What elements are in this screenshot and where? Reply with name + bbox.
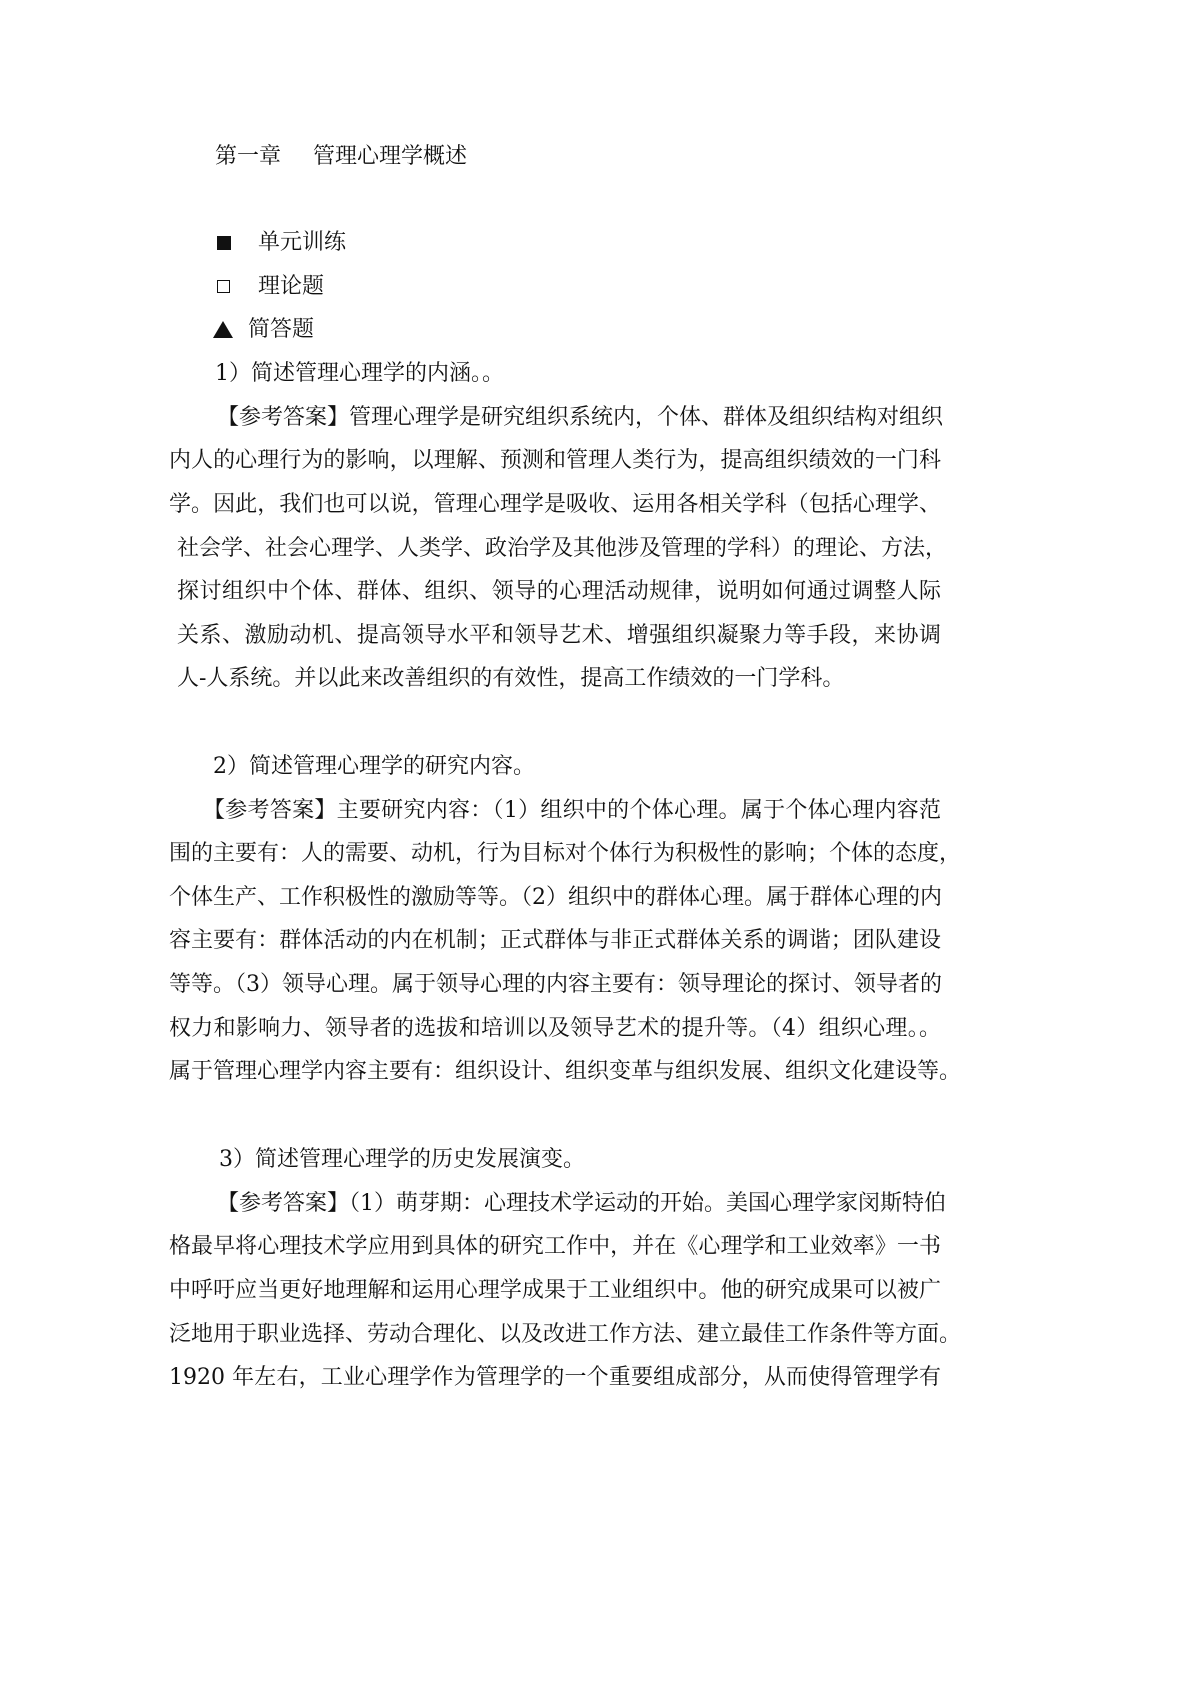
black-square-icon (217, 236, 231, 250)
answer-1-line-7: 人-人系统。并以此来改善组织的有效性，提高工作绩效的一门学科。 (177, 666, 845, 691)
answer-2-line-2: 围的主要有：人的需要、动机，行为目标对个体行为积极性的影响；个体的态度， (169, 841, 962, 866)
short-answer-heading: 简答题 (248, 317, 315, 342)
question-3: 3）简述管理心理学的历史发展演变。 (219, 1147, 585, 1172)
answer-2-line-6: 权力和影响力、领导者的选拔和培训以及领导艺术的提升等。（4）组织心理。。 (169, 1016, 941, 1041)
answer-3-line-1: 【参考答案】（1）萌芽期：心理技术学运动的开始。美国心理学家闵斯特伯 (217, 1191, 946, 1216)
black-triangle-icon (213, 321, 233, 338)
answer-2-line-5: 等等。（3）领导心理。属于领导心理的内容主要有：领导理论的探讨、领导者的 (169, 972, 942, 997)
answer-1-line-1: 【参考答案】管理心理学是研究组织系统内，个体、群体及组织结构对组织 (217, 405, 944, 430)
white-square-icon (217, 280, 230, 293)
answer-3-line-3: 中呼吁应当更好地理解和运用心理学成果于工业组织中。他的研究成果可以被广 (169, 1278, 941, 1303)
answer-1-line-3: 学。因此，我们也可以说，管理心理学是吸收、运用各相关学科（包括心理学、 (169, 492, 941, 517)
unit-training-heading: 单元训练 (258, 230, 347, 255)
answer-2-line-1: 【参考答案】主要研究内容：（1）组织中的个体心理。属于个体心理内容范 (203, 798, 941, 823)
answer-3-line-2: 格最早将心理技术学应用到具体的研究工作中，并在《心理学和工业效率》一书 (169, 1234, 941, 1259)
answer-1-line-6: 关系、激励动机、提高领导水平和领导艺术、增强组织凝聚力等手段，来协调 (177, 623, 941, 648)
answer-2-line-4: 容主要有：群体活动的内在机制；正式群体与非正式群体关系的调谐；团队建设 (169, 928, 941, 953)
answer-2-line-7: 属于管理心理学内容主要有：组织设计、组织变革与组织发展、组织文化建设等。 (169, 1059, 962, 1084)
answer-2-line-3: 个体生产、工作积极性的激励等等。（2）组织中的群体心理。属于群体心理的内 (169, 885, 942, 910)
answer-3-line-4: 泛地用于职业选择、劳动合理化、以及改进工作方法、建立最佳工作条件等方面。 (169, 1322, 962, 1347)
question-2: 2）简述管理心理学的研究内容。 (213, 754, 535, 779)
answer-1-line-2: 内人的心理行为的影响，以理解、预测和管理人类行为，提高组织绩效的一门科 (169, 448, 941, 473)
chapter-title: 管理心理学概述 (313, 144, 468, 169)
theory-heading: 理论题 (258, 274, 325, 299)
answer-1-line-5: 探讨组织中个体、群体、组织、领导的心理活动规律，说明如何通过调整人际 (177, 579, 941, 604)
question-1: 1）简述管理心理学的内涵。。 (215, 361, 504, 386)
answer-3-line-5: 1920 年左右，工业心理学作为管理学的一个重要组成部分，从而使得管理学有 (169, 1365, 941, 1390)
answer-1-line-4: 社会学、社会心理学、人类学、政治学及其他涉及管理的学科）的理论、方法， (177, 536, 948, 561)
chapter-number: 第一章 (215, 144, 282, 169)
